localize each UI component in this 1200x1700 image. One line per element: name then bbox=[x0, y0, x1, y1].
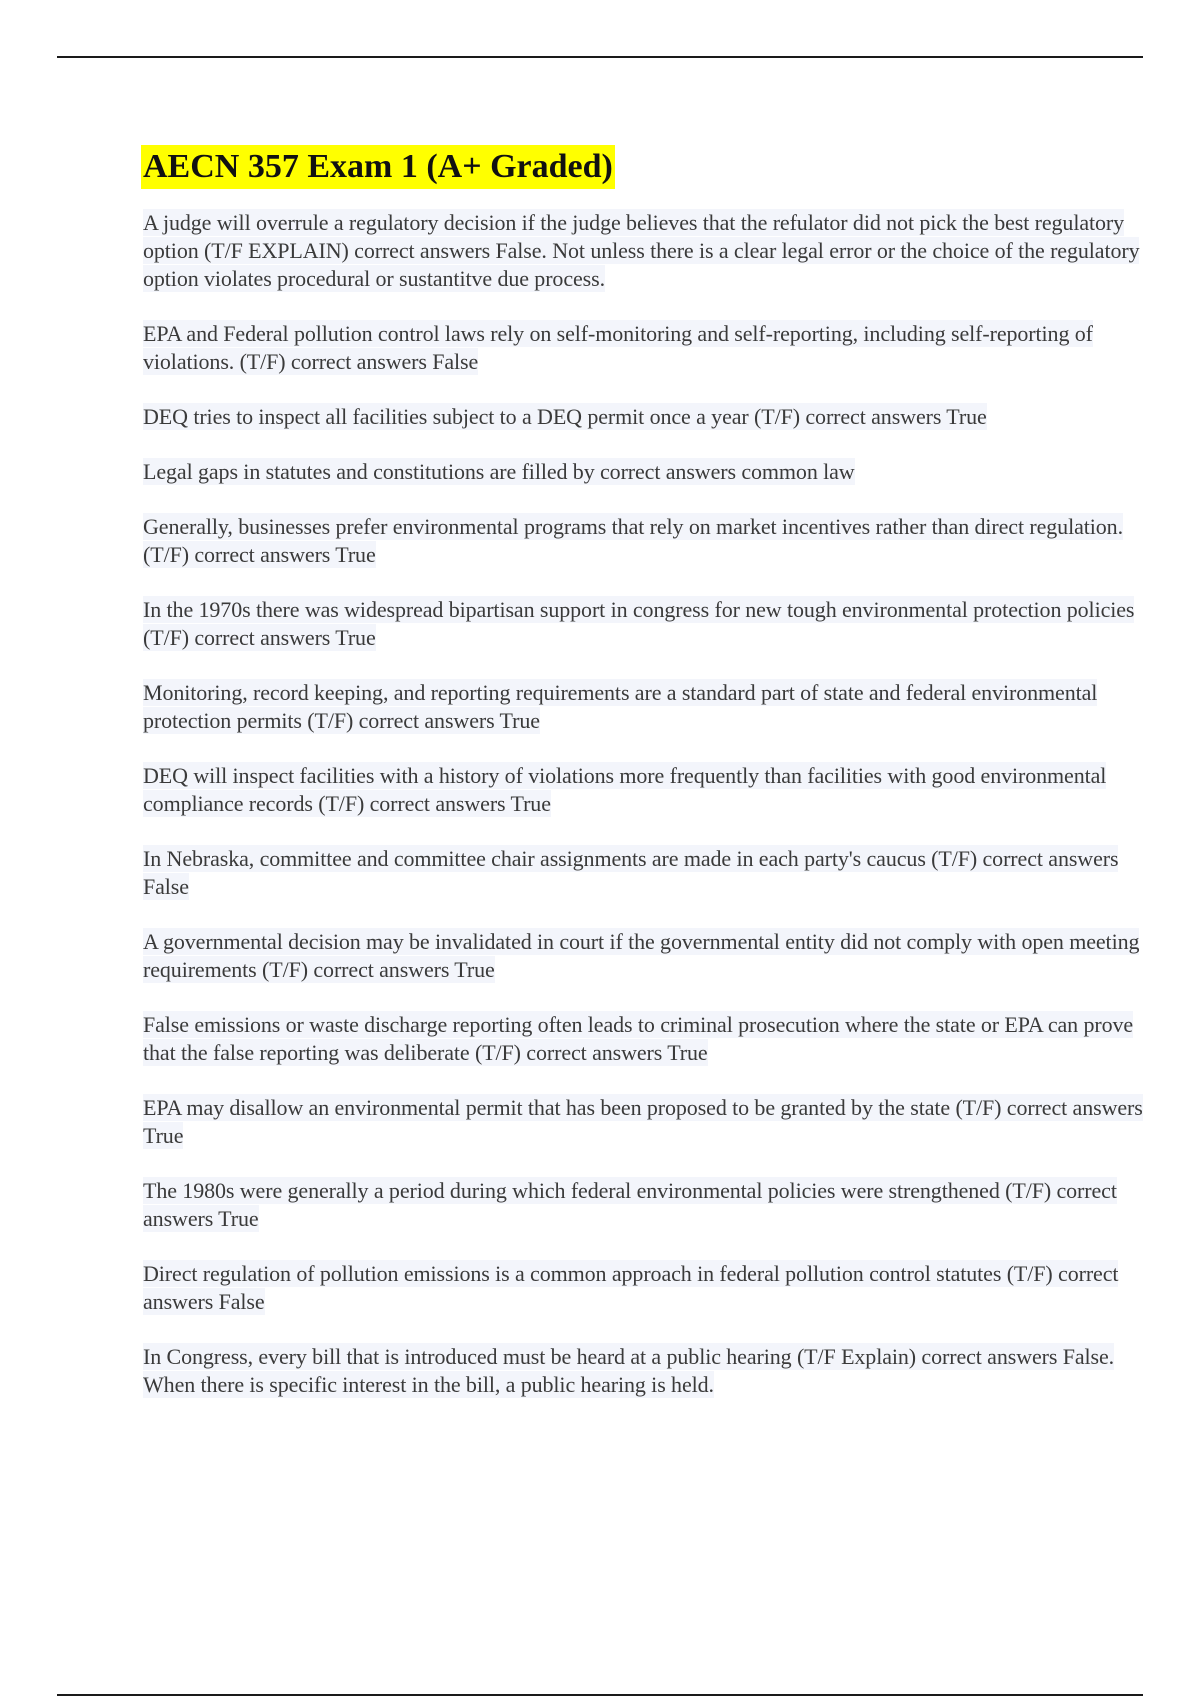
question-text: A judge will overrule a regulatory decision if the judge believes that the refulator did not pick the best regulatory option (T/F EXPLAIN) correct answers False. Not unless there is a clear legal error or the choice of the regulatory option violates procedural or sustantitve due process. bbox=[143, 210, 1140, 291]
question-text: DEQ will inspect facilities with a history of violations more frequently than facilities with good environmental compliance records (T/F) correct answers True bbox=[143, 763, 1107, 816]
question-text: DEQ tries to inspect all facilities subject to a DEQ permit once a year (T/F) correct answers True bbox=[143, 404, 987, 429]
list-item bbox=[143, 1094, 1143, 1150]
list-item bbox=[143, 928, 1143, 984]
question-text: Legal gaps in statutes and constitutions are filled by correct answers common law bbox=[143, 459, 855, 484]
list-item bbox=[143, 1011, 1143, 1067]
question-text: EPA may disallow an environmental permit that has been proposed to be granted by the state (T/F) correct answers True bbox=[143, 1095, 1143, 1148]
question-text: Direct regulation of pollution emissions is a common approach in federal pollution control statutes (T/F) correct answers False bbox=[143, 1261, 1119, 1314]
list-item bbox=[143, 596, 1143, 652]
list-item bbox=[143, 403, 1143, 431]
list-item bbox=[143, 762, 1143, 818]
question-text: In the 1970s there was widespread bipartisan support in congress for new tough environmental protection policies (T/F) correct answers True bbox=[143, 597, 1135, 650]
question-text: Monitoring, record keeping, and reporting requirements are a standard part of state and federal environmental protection permits (T/F) correct answers True bbox=[143, 680, 1098, 733]
list-item bbox=[143, 320, 1143, 376]
list-item bbox=[143, 679, 1143, 735]
document-body bbox=[143, 145, 1143, 1426]
list-item bbox=[143, 1260, 1143, 1316]
document-title: AECN 357 Exam 1 (A+ Graded) bbox=[141, 145, 615, 189]
list-item bbox=[143, 513, 1143, 569]
list-item bbox=[143, 1177, 1143, 1233]
list-item bbox=[143, 209, 1143, 293]
question-list bbox=[143, 209, 1143, 1399]
list-item bbox=[143, 458, 1143, 486]
question-text: A governmental decision may be invalidated in court if the governmental entity did not comply with open meeting requirements (T/F) correct answers True bbox=[143, 929, 1140, 982]
question-text: In Nebraska, committee and committee chair assignments are made in each party's caucus (T/F) correct answers False bbox=[143, 846, 1119, 899]
question-text: EPA and Federal pollution control laws rely on self-monitoring and self-reporting, including self-reporting of violations. (T/F) correct answers False bbox=[143, 321, 1093, 374]
question-text: Generally, businesses prefer environmental programs that rely on market incentives rather than direct regulation. (T/F) correct answers True bbox=[143, 514, 1123, 567]
question-text: The 1980s were generally a period during which federal environmental policies were strengthened (T/F) correct answers True bbox=[143, 1178, 1117, 1231]
list-item bbox=[143, 1343, 1143, 1399]
question-text: False emissions or waste discharge reporting often leads to criminal prosecution where the state or EPA can prove that the false reporting was deliberate (T/F) correct answers True bbox=[143, 1012, 1134, 1065]
list-item bbox=[143, 845, 1143, 901]
header-rule bbox=[57, 56, 1143, 58]
footer-rule bbox=[57, 1694, 1143, 1696]
question-text: In Congress, every bill that is introduced must be heard at a public hearing (T/F Explain) correct answers False. When there is specific interest in the bill, a public hearing is held. bbox=[143, 1344, 1115, 1397]
